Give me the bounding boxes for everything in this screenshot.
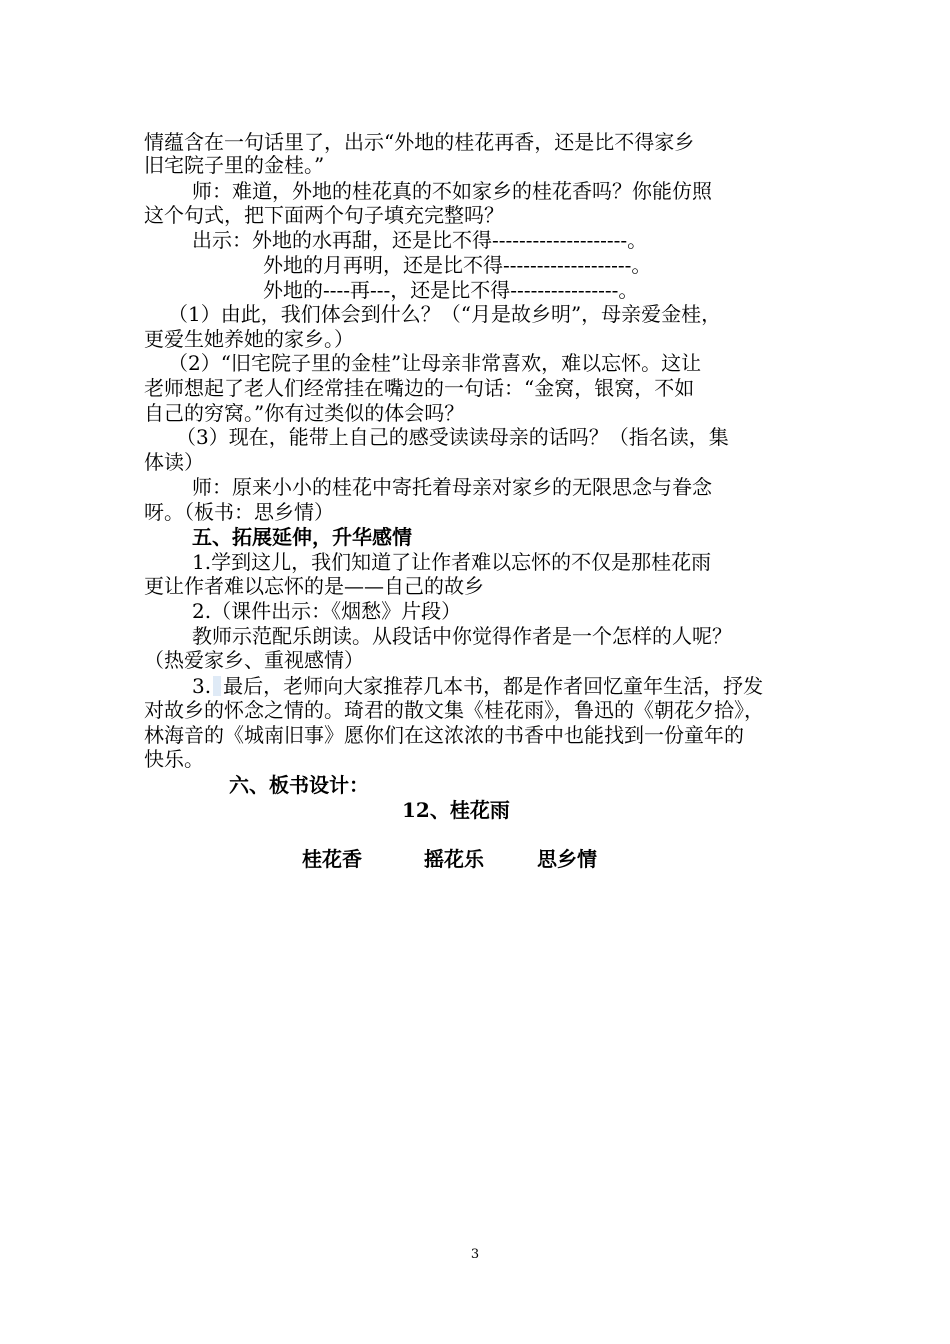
text-cursor bbox=[213, 676, 221, 696]
board-title: 12、桂花雨 bbox=[402, 798, 510, 822]
item-number: 3. bbox=[192, 674, 212, 698]
paragraph-line: （1）由此，我们体会到什么？（“月是故乡明”，母亲爱金桂， bbox=[168, 302, 722, 326]
paragraph-line: （2）“旧宅院子里的金桂”让母亲非常喜欢，难以忘怀。这让 bbox=[168, 351, 702, 375]
paragraph-line: 快乐。 bbox=[144, 747, 204, 771]
exercise-line: 外地的月再明，还是比不得-------------------。 bbox=[263, 253, 652, 277]
paragraph-line: 1.学到这儿，我们知道了让作者难以忘怀的不仅是那桂花雨 bbox=[192, 550, 712, 574]
paragraph-line bbox=[192, 673, 763, 699]
paragraph-line: 教师示范配乐朗读。从段话中你觉得作者是一个怎样的人呢？ bbox=[192, 624, 732, 648]
section-heading: 五、拓展延伸，升华感情 bbox=[192, 525, 412, 549]
paragraph-line: 自己的穷窝。”你有过类似的体会吗？ bbox=[144, 401, 465, 425]
paragraph-line: 老师想起了老人们经常挂在嘴边的一句话：“金窝，银窝，不如 bbox=[144, 376, 695, 400]
exercise-line: 外地的----再---，还是比不得----------------。 bbox=[263, 278, 639, 302]
paragraph-line: 体读） bbox=[144, 450, 204, 474]
page-number: 3 bbox=[470, 1247, 480, 1262]
paragraph-line: 2.（课件出示：《烟愁》片段） bbox=[192, 599, 462, 623]
paragraph-line: 师：原来小小的桂花中寄托着母亲对家乡的无限思念与眷念 bbox=[192, 475, 712, 499]
paragraph-line: 更让作者难以忘怀的是——自己的故乡 bbox=[144, 574, 484, 598]
paragraph-line: 林海音的《城南旧事》愿你们在这浓浓的书香中也能找到一份童年的 bbox=[144, 723, 744, 747]
section-heading: 六、板书设计： bbox=[229, 773, 369, 797]
paragraph-line: 呀。（板书：思乡情） bbox=[144, 500, 334, 524]
exercise-line: 出示：外地的水再甜，还是比不得--------------------。 bbox=[192, 228, 648, 252]
paragraph-line: 师：难道，外地的桂花真的不如家乡的桂花香吗？你能仿照 bbox=[192, 179, 712, 203]
paragraph-line: 更爱生她养她的家乡。） bbox=[144, 327, 354, 351]
paragraph-line: 这个句式，把下面两个句子填充完整吗？ bbox=[144, 203, 504, 227]
paragraph-line: （热爱家乡、重视感情） bbox=[144, 648, 364, 672]
board-item: 思乡情 bbox=[537, 847, 597, 871]
item-text: 最后，老师向大家推荐几本书，都是作者回忆童年生活，抒发 bbox=[223, 674, 764, 698]
paragraph-line: 情蕴含在一句话里了，出示“外地的桂花再香，还是比不得家乡 bbox=[144, 130, 695, 154]
board-item: 桂花香 bbox=[302, 847, 362, 871]
paragraph-line: 对故乡的怀念之情的。琦君的散文集《桂花雨》，鲁迅的《朝花夕拾》， bbox=[144, 698, 764, 722]
board-item: 摇花乐 bbox=[424, 847, 484, 871]
paragraph-line: 旧宅院子里的金桂。” bbox=[144, 153, 325, 177]
paragraph-line: （3）现在，能带上自己的感受读读母亲的话吗？（指名读，集 bbox=[176, 425, 729, 449]
